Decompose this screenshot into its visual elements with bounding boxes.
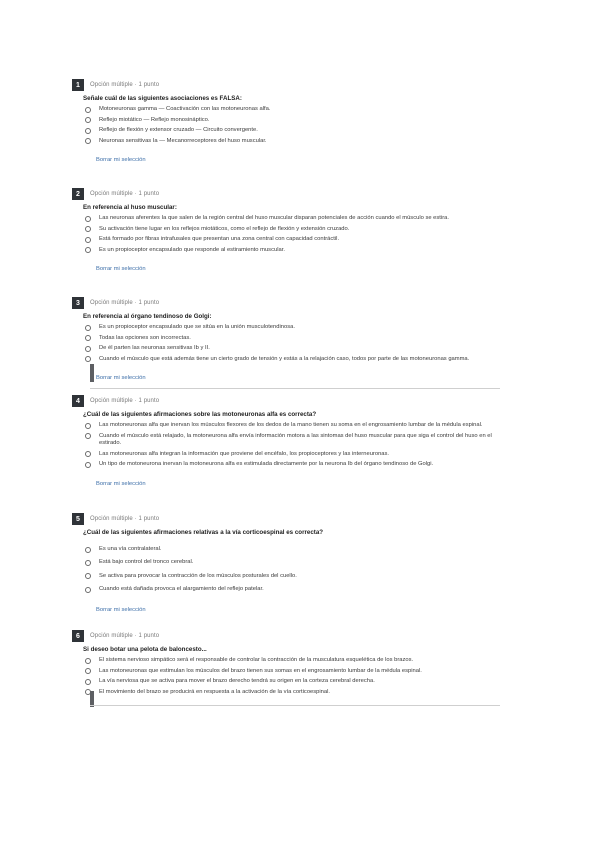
- question-text: ¿Cuál de las siguientes afirmaciones relativas a la vía corticoespinal es correcta?: [83, 529, 324, 536]
- radio-button[interactable]: [85, 138, 91, 144]
- radio-button[interactable]: [85, 560, 91, 566]
- answer-option[interactable]: [85, 335, 512, 342]
- question-number: 2: [72, 188, 84, 200]
- question-header: [72, 629, 512, 643]
- radio-button[interactable]: [85, 547, 91, 553]
- question-3: [72, 296, 512, 384]
- option-label: Está formado por fibras intrafusales que presentan una zona central con capacidad contráctil.: [99, 236, 340, 243]
- radio-button[interactable]: [85, 346, 91, 352]
- answer-option[interactable]: [85, 451, 512, 458]
- answer-option[interactable]: [85, 324, 512, 331]
- answer-option[interactable]: [85, 689, 512, 696]
- question-header: [72, 394, 512, 408]
- answer-option[interactable]: [85, 668, 512, 675]
- question-text: En referencia al huso muscular:: [83, 204, 177, 211]
- option-label: Reflejo de flexión y extensor cruzado — Circuito convergente.: [99, 127, 258, 134]
- answer-option[interactable]: [85, 657, 512, 664]
- answer-option[interactable]: [85, 546, 512, 553]
- answer-option[interactable]: [85, 247, 512, 254]
- page-divider: [90, 388, 500, 389]
- option-label: Las motoneuronas que estimulan los músculos del brazo tienen sus somas en el engrosamiento lumbar de la médula espinal.: [99, 667, 422, 674]
- question-header: [72, 78, 512, 92]
- question-meta: Opción múltiple · 1 punto: [90, 516, 160, 522]
- option-label: El movimiento del brazo se producirá en respuesta a la activación de la vía corticoespinal.: [99, 688, 331, 695]
- question-6: [72, 629, 512, 699]
- radio-button[interactable]: [85, 462, 91, 468]
- question-5: [72, 512, 512, 616]
- radio-button[interactable]: [85, 107, 91, 113]
- option-label: Es un propioceptor encapsulado que responde al estiramiento muscular.: [99, 246, 285, 253]
- answer-option[interactable]: [85, 127, 512, 134]
- option-label: Cuando el músculo está relajado, la motoneurona alfa envía información motora a las sintomas del huso muscular para que siga el control del huso en el estirado.: [99, 432, 492, 446]
- option-label: Su activación tiene lugar en los reflejos miotáticos, como el reflejo de flexión y extensión cruzado.: [99, 225, 350, 232]
- page-divider: [90, 705, 500, 706]
- question-header: [72, 296, 512, 310]
- question-header: [72, 187, 512, 201]
- option-label: Las motoneuronas alfa que inervan los músculos flexores de los dedos de la mano tienen su soma en el engrosamiento lumbar de la médula espinal.: [99, 422, 483, 428]
- option-label: Cuando el músculo que está además tiene un cierto grado de tensión y estás a la relajación caso, todos por parte de las motoneuronas gamma.: [99, 355, 470, 362]
- answer-option[interactable]: [85, 586, 512, 593]
- option-label: Neuronas sensitivas Ia — Mecanorreceptores del huso muscular.: [99, 137, 267, 144]
- question-meta: Opción múltiple · 1 punto: [90, 191, 160, 197]
- option-label: Es un propioceptor encapsulado que se sitúa en la unión musculotendinosa.: [99, 324, 295, 330]
- clear-selection-link[interactable]: Borrar mi selección: [96, 266, 146, 273]
- option-label: Está bajo control del tronco cerebral.: [99, 559, 194, 566]
- question-text: ¿Cuál de las siguientes afirmaciones sobre las motoneuronas alfa es correcta?: [83, 411, 317, 418]
- question-meta: Opción múltiple · 1 punto: [90, 398, 160, 404]
- radio-button[interactable]: [85, 117, 91, 123]
- radio-button[interactable]: [85, 679, 91, 685]
- question-meta: Opción múltiple · 1 punto: [90, 82, 160, 88]
- option-label: Un tipo de motoneurona inervan la motoneurona alfa es estimulada directamente por la neurona Ib del órgano tendinoso de Golgi.: [99, 461, 434, 468]
- answer-option[interactable]: [85, 433, 512, 448]
- radio-button[interactable]: [85, 573, 91, 579]
- answer-option[interactable]: [85, 559, 512, 566]
- radio-button[interactable]: [85, 423, 91, 429]
- radio-button[interactable]: [85, 128, 91, 134]
- option-label: Es una vía contralateral.: [99, 546, 162, 552]
- radio-button[interactable]: [85, 226, 91, 232]
- question-number: 1: [72, 79, 84, 91]
- question-number: 4: [72, 395, 84, 407]
- radio-button[interactable]: [85, 216, 91, 222]
- question-number: 3: [72, 297, 84, 309]
- answer-option[interactable]: [85, 117, 512, 124]
- answer-option[interactable]: [85, 215, 512, 222]
- question-number: 5: [72, 513, 84, 525]
- radio-button[interactable]: [85, 668, 91, 674]
- radio-button[interactable]: [85, 658, 91, 664]
- question-1: [72, 78, 512, 166]
- question-2: [72, 187, 512, 275]
- answer-option[interactable]: [85, 226, 512, 233]
- option-label: Motoneuronas gamma — Coactivación con las motoneuronas alfa.: [99, 106, 271, 112]
- clear-selection-link[interactable]: Borrar mi selección: [96, 606, 146, 613]
- radio-button[interactable]: [85, 325, 91, 331]
- radio-button[interactable]: [85, 451, 91, 457]
- answer-option[interactable]: [85, 106, 512, 113]
- clear-selection-link[interactable]: Borrar mi selección: [96, 480, 146, 487]
- radio-button[interactable]: [85, 237, 91, 243]
- question-meta: Opción múltiple · 1 punto: [90, 633, 160, 639]
- question-text: Si deseo botar una pelota de baloncesto...: [83, 646, 207, 653]
- answer-option[interactable]: [85, 678, 512, 685]
- option-label: Las neuronas aferentes Ia que salen de la región central del huso muscular disparan potenciales de acción cuando el músculo se estira.: [99, 215, 449, 221]
- option-label: La vía nerviosa que se activa para mover el brazo derecho tendrá su origen en la corteza cerebral derecha.: [99, 678, 375, 685]
- left-edge-marker: [90, 364, 94, 382]
- answer-option[interactable]: [85, 461, 512, 468]
- option-label: Se activa para provocar la contracción de los músculos posturales del cuello.: [99, 572, 297, 579]
- clear-selection-link[interactable]: Borrar mi selección: [96, 157, 146, 164]
- answer-option[interactable]: [85, 422, 512, 429]
- answer-option[interactable]: [85, 356, 512, 363]
- radio-button[interactable]: [85, 587, 91, 593]
- question-number: 6: [72, 630, 84, 642]
- radio-button[interactable]: [85, 433, 91, 439]
- question-header: [72, 512, 512, 526]
- question-text: Señale cuál de las siguientes asociaciones es FALSA:: [83, 95, 242, 102]
- clear-selection-link[interactable]: Borrar mi selección: [96, 375, 146, 382]
- option-label: Reflejo miotático — Reflejo monosináptico.: [99, 116, 210, 123]
- answer-option[interactable]: [85, 236, 512, 243]
- option-label: Las motoneuronas alfa integran la información que proviene del encéfalo, los propioceptores y las interneuronas.: [99, 450, 390, 457]
- radio-button[interactable]: [85, 356, 91, 362]
- question-4: [72, 394, 512, 490]
- option-label: De él parten las neuronas sensitivas Ib y II.: [99, 345, 210, 352]
- answer-option[interactable]: [85, 573, 512, 580]
- option-label: Todas las opciones son incorrectas.: [99, 334, 191, 341]
- answer-option[interactable]: [85, 138, 512, 145]
- radio-button[interactable]: [85, 335, 91, 341]
- radio-button[interactable]: [85, 247, 91, 253]
- question-meta: Opción múltiple · 1 punto: [90, 300, 160, 306]
- option-label: El sistema nervioso simpático será el responsable de controlar la contracción de la musculatura esquelética de los brazos.: [99, 657, 414, 663]
- answer-option[interactable]: [85, 345, 512, 352]
- option-label: Cuando está dañada provoca el alargamiento del reflejo patelar.: [99, 586, 264, 593]
- question-text: En referencia al órgano tendinoso de Golgi:: [83, 313, 212, 320]
